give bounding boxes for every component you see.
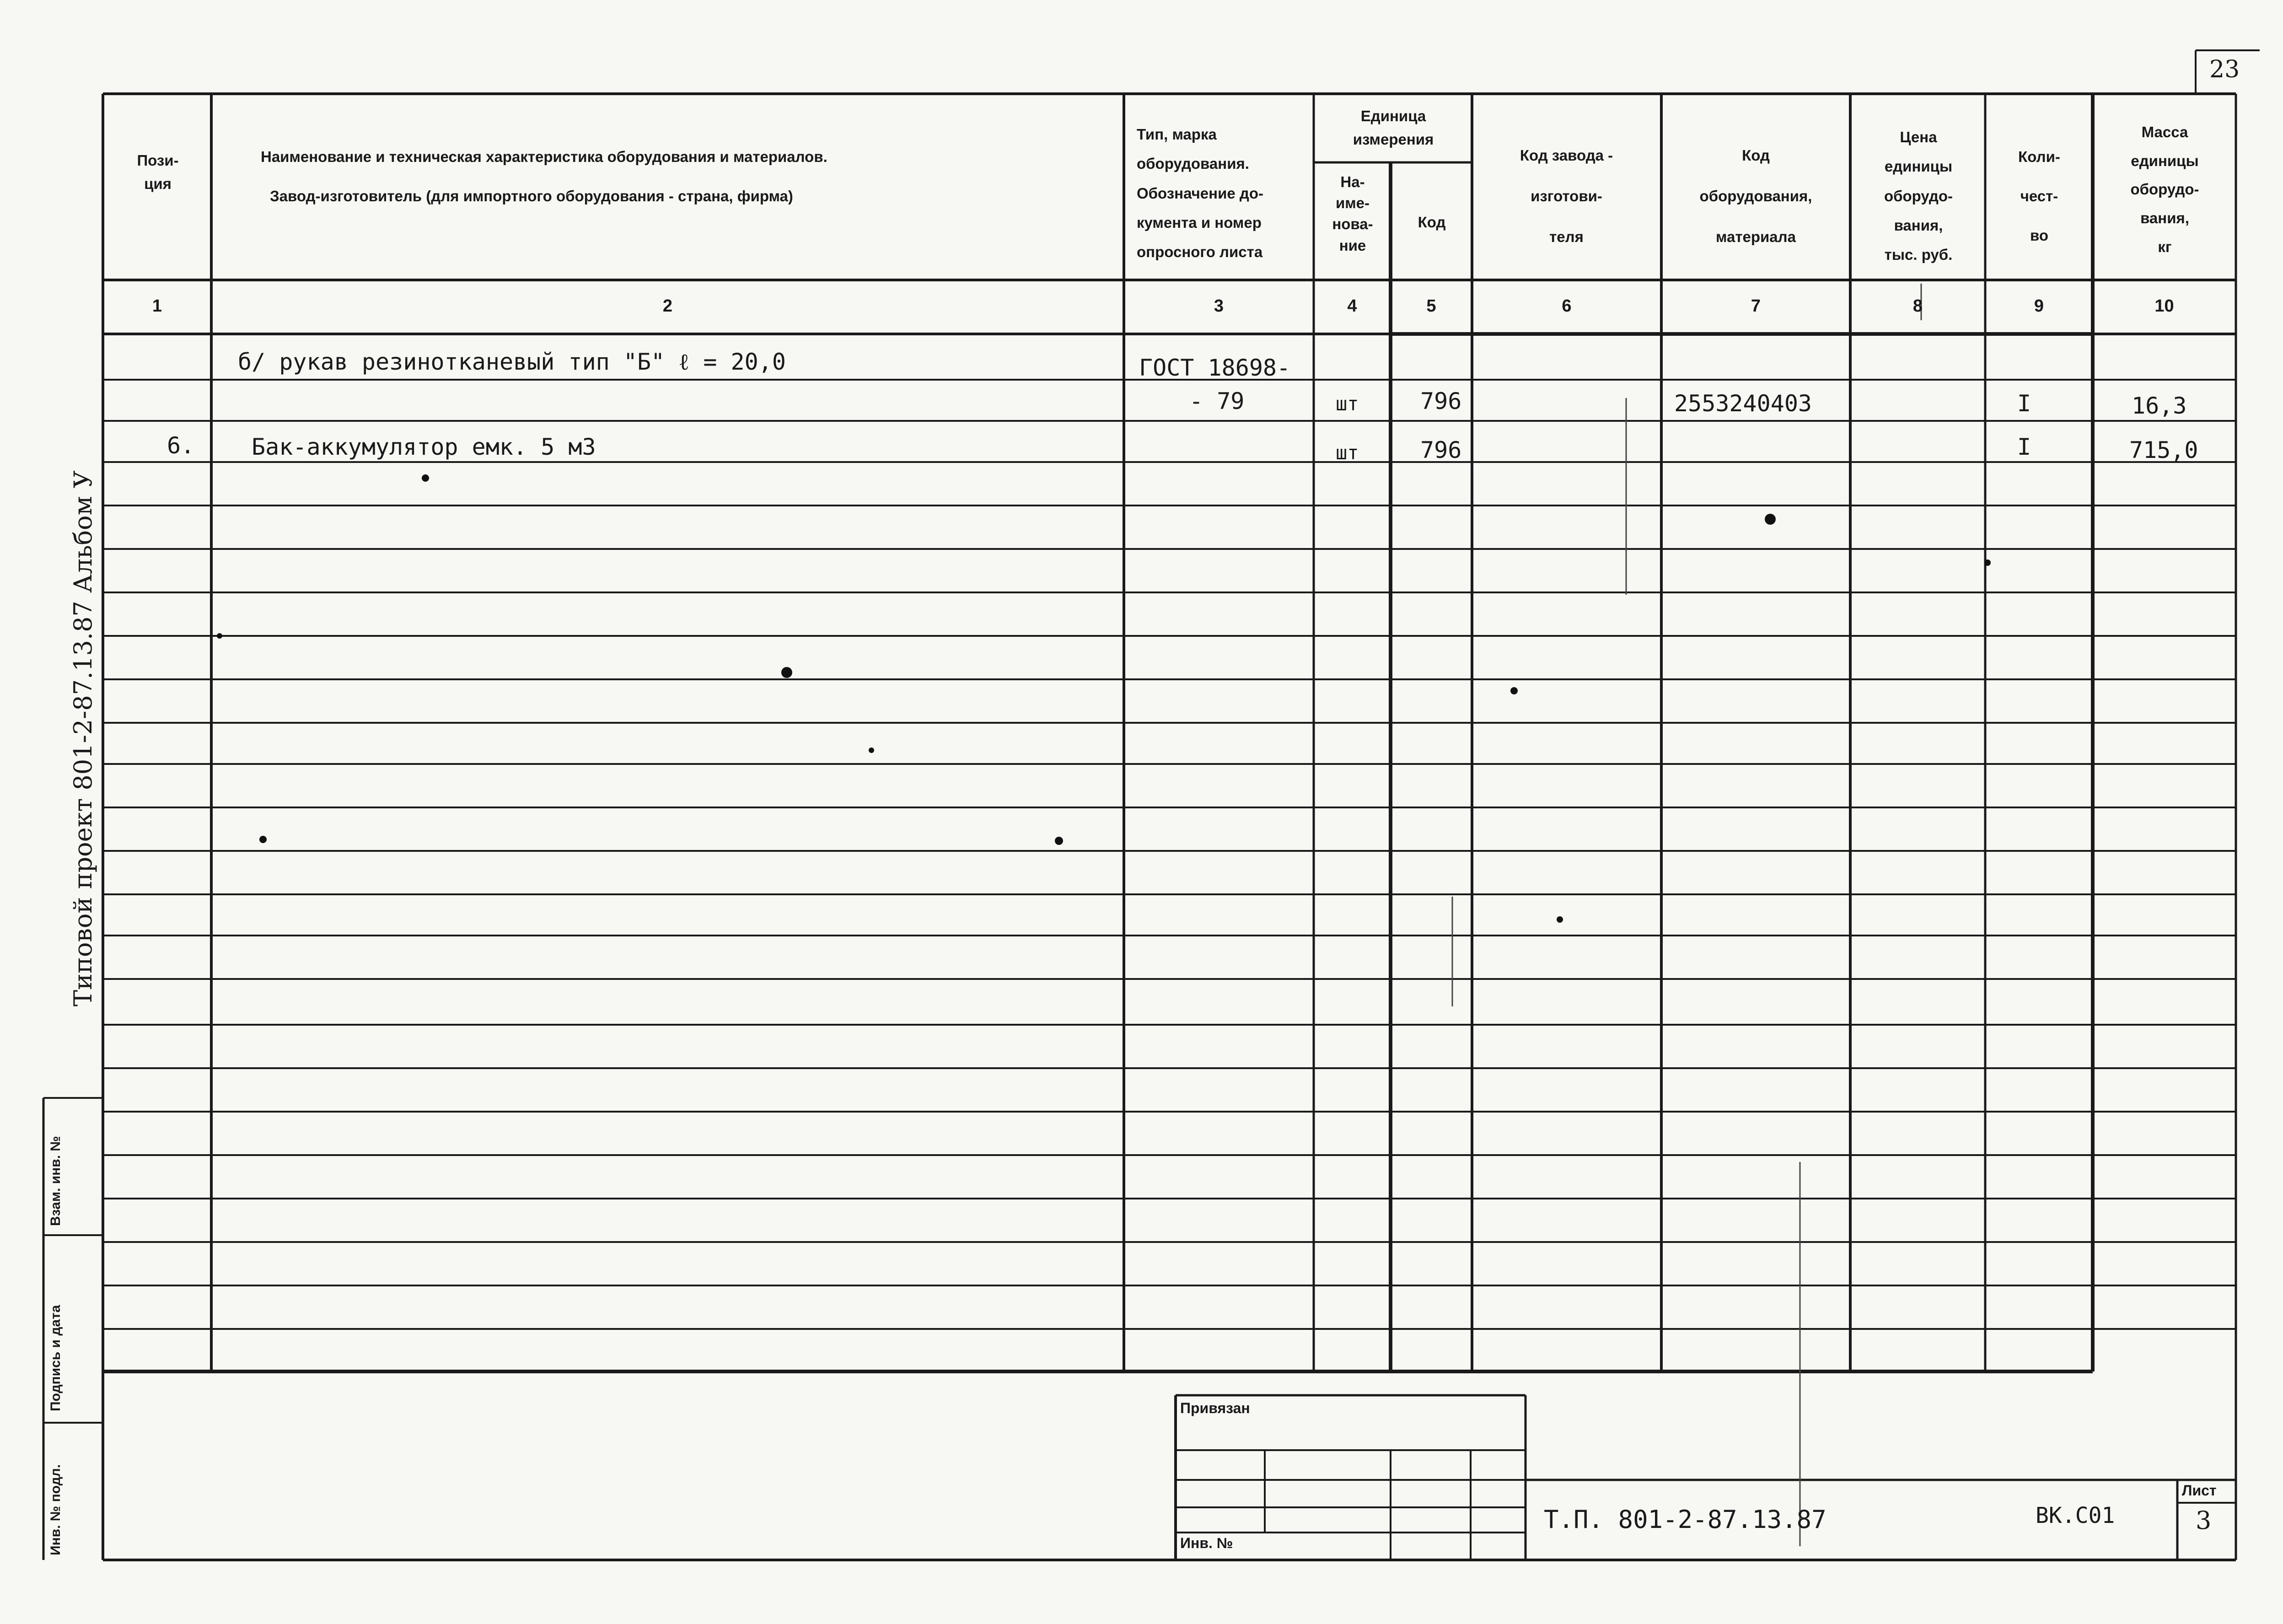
- row-3-name: Бак-аккумулятор емк. 5 м3: [252, 434, 596, 460]
- header-type-doc: Тип, марка оборудования. Обозначение до- кумента и номер опросного листа: [1137, 126, 1263, 261]
- row-2-equip-code: 2553240403: [1674, 390, 1812, 417]
- row-3-unit: шт: [1336, 441, 1359, 464]
- column-number: 3: [1214, 296, 1224, 316]
- column-number: 1: [152, 296, 162, 316]
- column-number: 10: [2154, 296, 2174, 316]
- stamp-inv-label: Инв. №: [1180, 1535, 1233, 1551]
- column-number: 8: [1912, 296, 1923, 316]
- column-number: 5: [1426, 296, 1436, 316]
- row-3-mass: 715,0: [2129, 437, 2198, 463]
- row-2-unit: шт: [1336, 393, 1359, 415]
- row-2-unit-code: 796: [1420, 388, 1462, 414]
- stamp-bound-label: Привязан: [1180, 1400, 1250, 1416]
- stamp-designation: Т.П. 801-2-87.13.87: [1544, 1505, 1826, 1534]
- row-2-doc: - 79: [1189, 388, 1245, 414]
- header-unit-group: Единица измерения: [1353, 108, 1434, 148]
- side-field-replaced-inv: Взам. инв. №: [48, 1136, 63, 1226]
- stamp-sheet-number: 3: [2196, 1506, 2212, 1535]
- header-equipment-code: Код оборудования, материала: [1699, 147, 1812, 246]
- column-number: 7: [1751, 296, 1761, 316]
- column-number: 6: [1562, 296, 1572, 316]
- row-2-qty: I: [2017, 390, 2031, 417]
- stamp-sheet-label: Лист: [2182, 1482, 2217, 1499]
- header-price: Цена единицы оборудо- вания, тыс. руб.: [1884, 129, 1953, 263]
- side-field-signature-date: Подпись и дата: [48, 1305, 63, 1411]
- side-field-inv-original: Инв. № подл.: [48, 1464, 63, 1555]
- sheet-corner-number: 23: [2209, 56, 2240, 83]
- column-number: 9: [2034, 296, 2044, 316]
- header-unit-code: Код: [1418, 214, 1446, 231]
- stamp-code: ВК.С01: [2036, 1503, 2115, 1528]
- row-1-name: б/ рукав резинотканевый тип "Б" ℓ = 20,0: [238, 349, 786, 375]
- column-number: 2: [662, 296, 673, 316]
- row-3-unit-code: 796: [1420, 437, 1462, 463]
- header-mass: Масса единицы оборудо- вания, кг: [2130, 124, 2199, 255]
- row-1-doc: ГОСТ 18698-: [1139, 355, 1291, 381]
- row-3-qty: I: [2017, 434, 2031, 460]
- header-unit-name: На- име- нова- ние: [1332, 173, 1373, 254]
- header-quantity: Коли- чест- во: [2018, 148, 2060, 244]
- row-2-mass: 16,3: [2132, 393, 2187, 419]
- header-name: Наименование и техническая характеристика оборудования и материалов. Завод-изготовитель (для импортного оборудования - страна, фирма): [261, 148, 827, 204]
- side-caption: Типовой проект 801-2-87.13.87 Альбом У: [69, 470, 97, 1006]
- header-factory-code: Код завода - изготови- теля: [1520, 147, 1613, 246]
- row-3-position: 6.: [167, 432, 195, 459]
- header-position: Пози- ция: [137, 152, 179, 193]
- column-number: 4: [1347, 296, 1357, 316]
